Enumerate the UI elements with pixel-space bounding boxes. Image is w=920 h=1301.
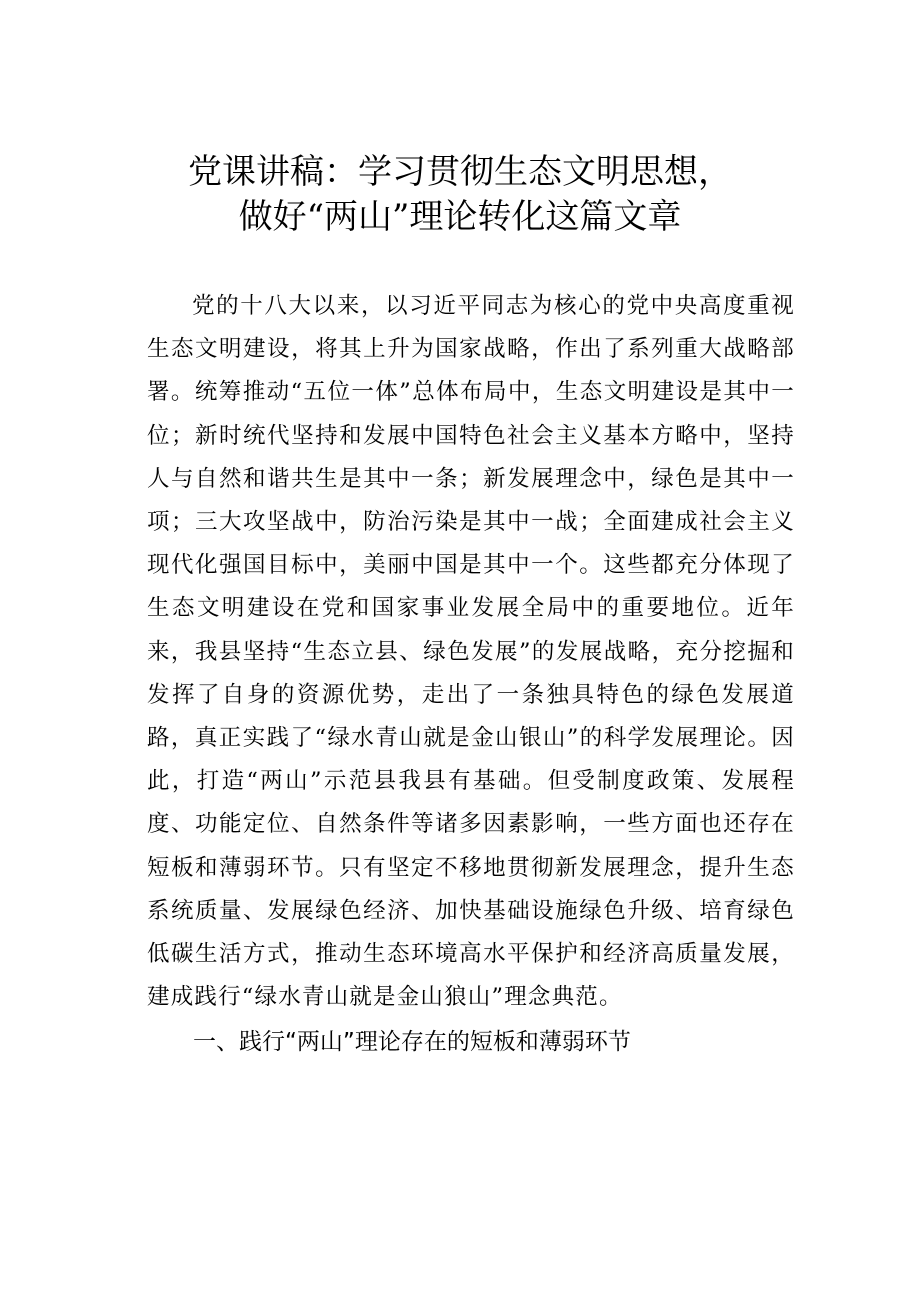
section-heading-1: 一、践行“两山”理论存在的短板和薄弱环节 <box>193 1029 631 1055</box>
title-line-1: 党课讲稿：学习贯彻生态文明思想， <box>188 152 732 192</box>
document-title <box>100 150 820 240</box>
intro-paragraph: 党的十八大以来，以习近平同志为核心的党中央高度重视生态文明建设，将其上升为国家战略，作出了系列重大战略部署。统筹推动“五位一体”总体布局中，生态文明建设是其中一位；新时统代坚持和发展中国特色社会主义基本方略中，坚持人与自然和谐共生是其中一条；新发展理念中，绿色是其中一项；三大攻坚战中，防治污染是其中一战；全面建成社会主义现代化强国目标中，美丽中国是其中一个。这些都充分体现了生态文明建设在党和国家事业发展全局中的重要地位。近年来，我县坚持“生态立县、绿色发展”的发展战略，充分挖掘和发挥了自身的资源优势，走出了一条独具特色的绿色发展道路，真正实践了“绿水青山就是金山银山”的科学发展理论。因此，打造“两山”示范县我县有基础。但受制度政策、发展程度、功能定位、自然条件等诸多因素影响，一些方面也还存在短板和薄弱环节。只有坚定不移地贯彻新发展理念，提升生态系统质量、发展绿色经济、加快基础设施绿色升级、培育绿色低碳生活方式，推动生态环境高水平保护和经济高质量发展，建成践行“绿水青山就是金山狼山”理念典范。 <box>147 293 795 1011</box>
title-line-2: 做好“两山”理论转化这篇文章 <box>238 197 682 237</box>
